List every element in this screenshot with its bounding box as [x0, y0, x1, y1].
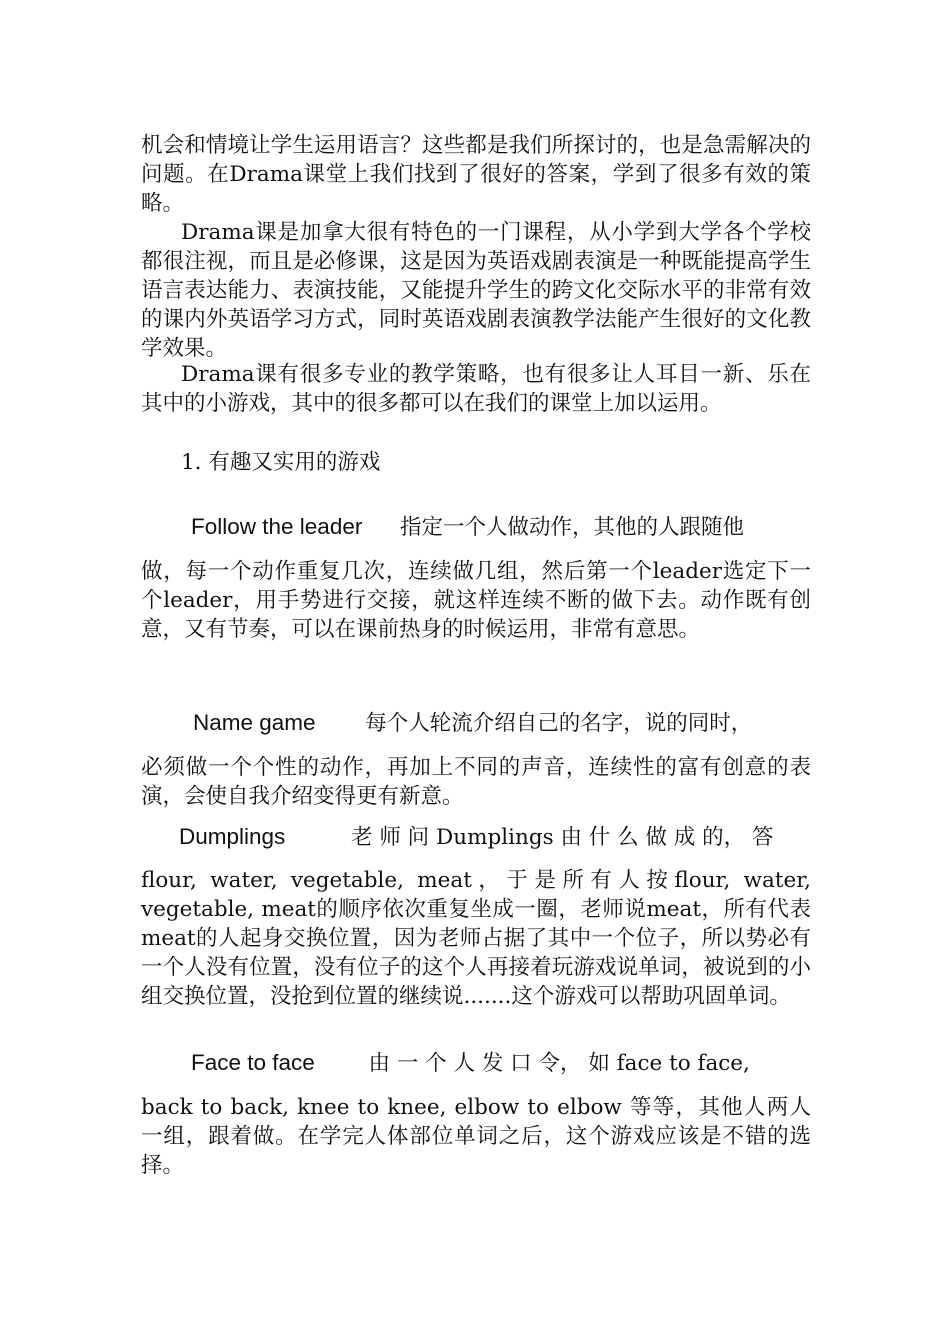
game-face-to-face-head [141, 1048, 811, 1079]
game-follow-the-leader-body: 做，每一个动作重复几次，连续做几组，然后第一个leader选定下一个leader，用手势进行交接，就这样连续不断的做下去。动作既有创意，又有节奏，可以在课前热身的时候运用，非常有意思。 [141, 559, 811, 642]
game-description-start: 由 一 个 人 发 口 令， 如 face to face, [368, 1051, 750, 1076]
game-name-game-head [141, 708, 811, 739]
game-follow-the-leader-head [141, 512, 811, 543]
game-dumplings-body: flour, water, vegetable, meat，于是所有人按flour, water, vegetable, meat的顺序依次重复坐成一圈，老师说meat，所有代表meat的人起身交换位置，因为老师占据了其中一个位子，所以势必有一个人没有位置，没有位子的这个人再接着玩游戏说单词，被说到的小组交换位置，没抢到位置的继续说.......这个游戏可以帮助巩固单词。 [141, 868, 811, 1009]
game-face-to-face-body: back to back, knee to knee, elbow to elbow 等等，其他人两人一组，跟着做。在学完人体部位单词之后，这个游戏应该是不错的选择。 [141, 1095, 811, 1178]
game-title: Dumplings [179, 824, 286, 849]
drama-strategies-paragraph: Drama课有很多专业的教学策略，也有很多让人耳目一新、乐在其中的小游戏，其中的很多都可以在我们的课堂上加以运用。 [141, 362, 811, 416]
game-title: Face to face [191, 1050, 315, 1075]
game-description-start: 老 师 问 Dumplings 由 什 么 做 成 的， 答 [350, 825, 774, 850]
game-title: Name game [193, 710, 316, 735]
game-description-start: 指定一个人做动作，其他的人跟随他 [400, 515, 745, 540]
game-description-start: 每个人轮流介绍自己的名字，说的同时， [365, 711, 753, 736]
drama-course-paragraph: Drama课是加拿大很有特色的一门课程，从小学到大学各个学校都很注视，而且是必修课，这是因为英语戏剧表演是一种既能提高学生语言表达能力、表演技能，又能提升学生的跨文化交际水平的非常有效的课内外英语学习方式，同时英语戏剧表演教学法能产生很好的文化教学效果。 [141, 220, 811, 361]
game-dumplings-head [141, 822, 811, 853]
section-heading: 1. 有趣又实用的游戏 [181, 450, 381, 475]
game-title: Follow the leader [191, 514, 363, 539]
intro-paragraph: 机会和情境让学生运用语言？这些都是我们所探讨的，也是急需解决的问题。在Drama课堂上我们找到了很好的答案，学到了很多有效的策略。 [141, 133, 811, 216]
game-name-game-body: 必须做一个个性的动作，再加上不同的声音，连续性的富有创意的表演，会使自我介绍变得更有新意。 [141, 755, 811, 809]
